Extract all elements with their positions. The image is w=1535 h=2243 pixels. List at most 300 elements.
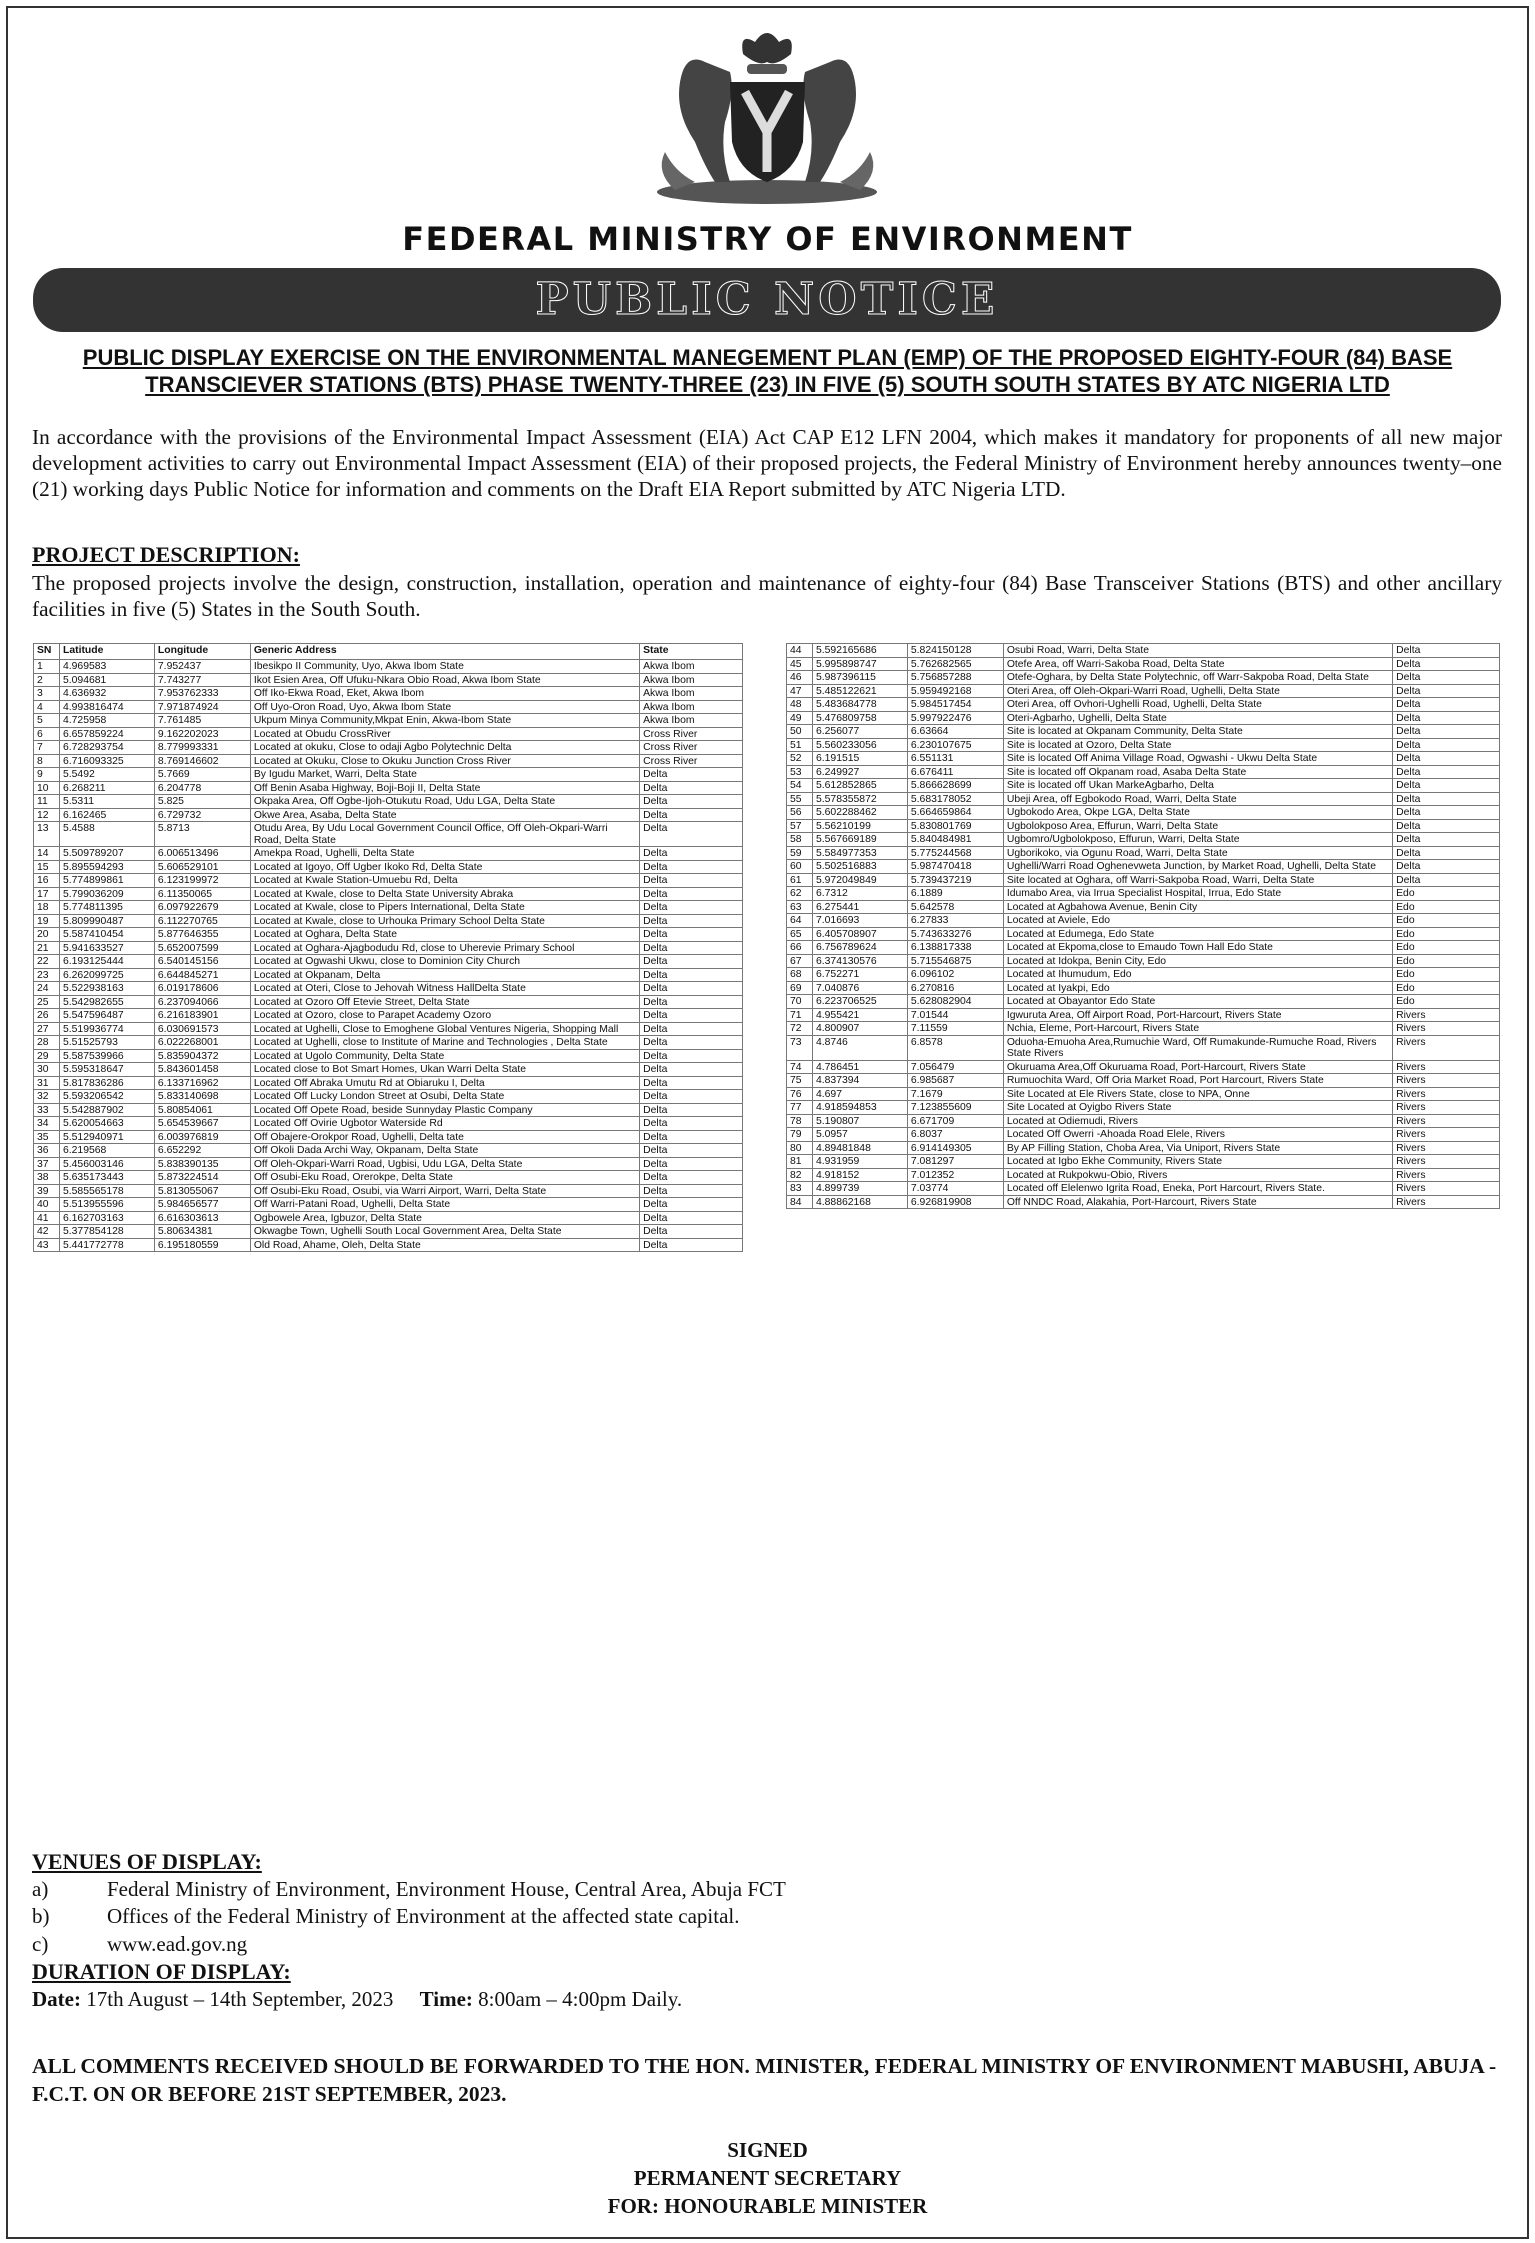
state-cell: Akwa Ibom xyxy=(640,687,743,701)
table-row xyxy=(34,822,743,847)
sn-cell: 9 xyxy=(34,768,60,782)
longitude-cell: 5.866628699 xyxy=(907,779,1003,793)
latitude-cell: 4.725958 xyxy=(59,714,154,728)
state-cell: Delta xyxy=(640,1009,743,1023)
address-cell: Located at Ihumudum, Edo xyxy=(1003,968,1392,982)
address-cell: Located at Kwale Station-Umuebu Rd, Delta xyxy=(250,874,639,888)
latitude-cell: 4.88862168 xyxy=(812,1195,907,1209)
venue-text: Offices of the Federal Ministry of Environment at the affected state capital. xyxy=(107,1904,740,1928)
longitude-cell: 5.715546875 xyxy=(907,954,1003,968)
sn-cell: 40 xyxy=(34,1198,60,1212)
sn-cell: 3 xyxy=(34,687,60,701)
state-cell: Delta xyxy=(640,1225,743,1239)
venues-section xyxy=(32,1848,786,2013)
table-row xyxy=(34,727,743,741)
longitude-cell: 6.204778 xyxy=(154,781,250,795)
latitude-cell: 5.774899861 xyxy=(59,874,154,888)
latitude-cell: 5.995898747 xyxy=(812,657,907,671)
latitude-cell: 6.716093325 xyxy=(59,754,154,768)
latitude-cell: 6.752271 xyxy=(812,968,907,982)
longitude-cell: 5.833140698 xyxy=(154,1090,250,1104)
table-row xyxy=(34,982,743,996)
address-cell: Idumabo Area, via Irrua Specialist Hospital, Irrua, Edo State xyxy=(1003,887,1392,901)
state-cell: Delta xyxy=(640,901,743,915)
sn-cell: 66 xyxy=(787,941,813,955)
sn-cell: 47 xyxy=(787,684,813,698)
longitude-cell: 5.984656577 xyxy=(154,1198,250,1212)
table-row xyxy=(34,1144,743,1158)
longitude-cell: 7.012352 xyxy=(907,1168,1003,1182)
address-cell: Located at Agbahowa Avenue, Benin City xyxy=(1003,900,1392,914)
state-cell: Delta xyxy=(1393,860,1500,874)
table-row xyxy=(34,955,743,969)
bts-table-left xyxy=(33,643,743,1252)
venue-item xyxy=(32,1876,786,1904)
bts-table-left-body xyxy=(34,660,743,1252)
table-row xyxy=(787,698,1500,712)
table-row xyxy=(34,660,743,674)
latitude-cell: 5.512940971 xyxy=(59,1130,154,1144)
state-cell: Delta xyxy=(1393,873,1500,887)
latitude-cell: 5.377854128 xyxy=(59,1225,154,1239)
table-row xyxy=(34,901,743,915)
sn-cell: 46 xyxy=(787,671,813,685)
sn-cell: 57 xyxy=(787,819,813,833)
table-row xyxy=(787,995,1500,1009)
address-cell: Located at Igoyo, Off Ugber Ikoko Rd, Delta State xyxy=(250,860,639,874)
address-cell: Located at Iyakpi, Edo xyxy=(1003,981,1392,995)
longitude-cell: 5.628082904 xyxy=(907,995,1003,1009)
table-header-row xyxy=(34,644,743,660)
state-cell: Akwa Ibom xyxy=(640,660,743,674)
address-cell: Located at Idokpa, Benin City, Edo xyxy=(1003,954,1392,968)
latitude-cell: 6.162465 xyxy=(59,808,154,822)
state-cell: Rivers xyxy=(1393,1128,1500,1142)
sn-cell: 37 xyxy=(34,1157,60,1171)
date-label: Date: xyxy=(32,1986,81,2011)
state-cell: Delta xyxy=(640,928,743,942)
longitude-cell: 5.80634381 xyxy=(154,1225,250,1239)
address-cell: Located at Oteri, Close to Jehovah Witness HallDelta State xyxy=(250,982,639,996)
table-row xyxy=(34,1198,743,1212)
table-row xyxy=(34,1049,743,1063)
latitude-cell: 6.249927 xyxy=(812,765,907,779)
latitude-cell: 5.809990487 xyxy=(59,914,154,928)
latitude-cell: 4.918594853 xyxy=(812,1101,907,1115)
state-cell: Delta xyxy=(1393,752,1500,766)
sn-cell: 31 xyxy=(34,1076,60,1090)
table-row xyxy=(34,1238,743,1252)
table-row xyxy=(787,1074,1500,1088)
address-cell: Located Off Abraka Umutu Rd at Obiaruku I, Delta xyxy=(250,1076,639,1090)
address-cell: Oteri Area, off Ovhori-Ughelli Road, Ughelli, Delta State xyxy=(1003,698,1392,712)
longitude-cell: 6.195180559 xyxy=(154,1238,250,1252)
sn-cell: 7 xyxy=(34,741,60,755)
bts-table-right-body xyxy=(787,644,1500,1209)
state-cell: Rivers xyxy=(1393,1141,1500,1155)
state-cell: Delta xyxy=(640,1211,743,1225)
sn-cell: 60 xyxy=(787,860,813,874)
latitude-cell: 4.837394 xyxy=(812,1074,907,1088)
table-row xyxy=(787,725,1500,739)
longitude-cell: 6.644845271 xyxy=(154,968,250,982)
address-cell: Located at Edumega, Edo State xyxy=(1003,927,1392,941)
longitude-cell: 6.123199972 xyxy=(154,874,250,888)
longitude-cell: 5.997922476 xyxy=(907,711,1003,725)
address-cell: Located at Oghara-Ajagbodudu Rd, close to Uherevie Primary School xyxy=(250,941,639,955)
table-row xyxy=(34,1036,743,1050)
project-description-heading: PROJECT DESCRIPTION: xyxy=(32,542,300,567)
sn-cell: 78 xyxy=(787,1114,813,1128)
address-cell: Located at okuku, Close to odaji Agbo Polytechnic Delta xyxy=(250,741,639,755)
longitude-cell: 5.756857288 xyxy=(907,671,1003,685)
longitude-cell: 7.952437 xyxy=(154,660,250,674)
longitude-cell: 8.779993331 xyxy=(154,741,250,755)
state-cell: Edo xyxy=(1393,941,1500,955)
address-cell: Ukpum Minya Community,Mkpat Enin, Akwa-Ibom State xyxy=(250,714,639,728)
longitude-cell: 5.959492168 xyxy=(907,684,1003,698)
sn-cell: 56 xyxy=(787,806,813,820)
sn-cell: 2 xyxy=(34,673,60,687)
state-cell: Delta xyxy=(640,1022,743,1036)
address-cell: Okwe Area, Asaba, Delta State xyxy=(250,808,639,822)
state-cell: Edo xyxy=(1393,927,1500,941)
sn-cell: 43 xyxy=(34,1238,60,1252)
table-row xyxy=(34,754,743,768)
longitude-cell: 5.873224514 xyxy=(154,1171,250,1185)
longitude-cell: 5.824150128 xyxy=(907,644,1003,658)
address-cell: Located at Rukpokwu-Obio, Rivers xyxy=(1003,1168,1392,1182)
latitude-cell: 4.800907 xyxy=(812,1022,907,1036)
state-cell: Delta xyxy=(1393,684,1500,698)
latitude-cell: 4.89481848 xyxy=(812,1141,907,1155)
latitude-cell: 5.542982655 xyxy=(59,995,154,1009)
longitude-cell: 6.729732 xyxy=(154,808,250,822)
latitude-cell: 5.483684778 xyxy=(812,698,907,712)
longitude-cell: 7.123855609 xyxy=(907,1101,1003,1115)
sn-cell: 58 xyxy=(787,833,813,847)
address-cell: Site is located off Ukan MarkeAgbarho, Delta xyxy=(1003,779,1392,793)
state-cell: Edo xyxy=(1393,981,1500,995)
address-cell: Otudu Area, By Udu Local Government Council Office, Off Oleh-Okpari-Warri Road, Delta State xyxy=(250,822,639,847)
state-cell: Delta xyxy=(640,1117,743,1131)
address-cell: By AP Filling Station, Choba Area, Via Uniport, Rivers State xyxy=(1003,1141,1392,1155)
state-cell: Delta xyxy=(640,887,743,901)
longitude-cell: 5.835904372 xyxy=(154,1049,250,1063)
longitude-cell: 6.616303613 xyxy=(154,1211,250,1225)
latitude-cell: 5.592165686 xyxy=(812,644,907,658)
latitude-cell: 5.585565178 xyxy=(59,1184,154,1198)
sn-cell: 64 xyxy=(787,914,813,928)
longitude-cell: 6.652292 xyxy=(154,1144,250,1158)
table-row xyxy=(787,1155,1500,1169)
longitude-cell: 6.914149305 xyxy=(907,1141,1003,1155)
table-row xyxy=(34,941,743,955)
sn-cell: 84 xyxy=(787,1195,813,1209)
longitude-cell: 5.843601458 xyxy=(154,1063,250,1077)
table-row xyxy=(787,1182,1500,1196)
table-row xyxy=(34,1211,743,1225)
latitude-cell: 5.895594293 xyxy=(59,860,154,874)
address-cell: Off Oleh-Okpari-Warri Road, Ugbisi, Udu LGA, Delta State xyxy=(250,1157,639,1171)
latitude-cell: 5.595318647 xyxy=(59,1063,154,1077)
address-cell: Oduoha-Emuoha Area,Rumuchie Ward, Off Rumakunde-Rumuche Road, Rivers State Rivers xyxy=(1003,1035,1392,1060)
longitude-cell: 6.112270765 xyxy=(154,914,250,928)
sn-cell: 29 xyxy=(34,1049,60,1063)
table-row xyxy=(34,847,743,861)
state-cell: Delta xyxy=(1393,846,1500,860)
state-cell: Rivers xyxy=(1393,1182,1500,1196)
latitude-cell: 5.560233056 xyxy=(812,738,907,752)
sn-cell: 28 xyxy=(34,1036,60,1050)
longitude-cell: 6.8037 xyxy=(907,1128,1003,1142)
table-row xyxy=(787,887,1500,901)
table-row xyxy=(787,1114,1500,1128)
latitude-cell: 5.593206542 xyxy=(59,1090,154,1104)
address-cell: Located at Okuku, Close to Okuku Junction Cross River xyxy=(250,754,639,768)
sn-cell: 22 xyxy=(34,955,60,969)
signature-block xyxy=(0,2136,1535,2220)
state-cell: Delta xyxy=(640,1157,743,1171)
table-row xyxy=(787,819,1500,833)
longitude-cell: 6.237094066 xyxy=(154,995,250,1009)
longitude-cell: 5.743633276 xyxy=(907,927,1003,941)
address-cell: Located at Ughelli, close to Institute of Marine and Technologies , Delta State xyxy=(250,1036,639,1050)
table-row xyxy=(787,1035,1500,1060)
address-cell: Located at Kwale, close to Urhouka Primary School Delta State xyxy=(250,914,639,928)
table-row xyxy=(34,808,743,822)
address-cell: Amekpa Road, Ughelli, Delta State xyxy=(250,847,639,861)
latitude-cell: 6.191515 xyxy=(812,752,907,766)
table-row xyxy=(34,700,743,714)
banner-title: PUBLIC NOTICE xyxy=(535,274,999,325)
sn-cell: 27 xyxy=(34,1022,60,1036)
longitude-cell: 7.743277 xyxy=(154,673,250,687)
latitude-cell: 5.522938163 xyxy=(59,982,154,996)
address-cell: Oteri-Agbarho, Ughelli, Delta State xyxy=(1003,711,1392,725)
sn-cell: 71 xyxy=(787,1008,813,1022)
latitude-cell: 6.219568 xyxy=(59,1144,154,1158)
latitude-cell: 5.094681 xyxy=(59,673,154,687)
address-cell: Located at Aviele, Edo xyxy=(1003,914,1392,928)
table-row xyxy=(34,914,743,928)
longitude-cell: 6.671709 xyxy=(907,1114,1003,1128)
latitude-cell: 5.635173443 xyxy=(59,1171,154,1185)
state-cell: Delta xyxy=(1393,779,1500,793)
state-cell: Delta xyxy=(1393,657,1500,671)
table-row xyxy=(787,954,1500,968)
state-cell: Delta xyxy=(640,795,743,809)
sn-cell: 33 xyxy=(34,1103,60,1117)
sn-cell: 18 xyxy=(34,901,60,915)
sn-cell: 14 xyxy=(34,847,60,861)
longitude-cell: 5.683178052 xyxy=(907,792,1003,806)
time-label: Time: xyxy=(419,1986,473,2011)
longitude-cell: 7.11559 xyxy=(907,1022,1003,1036)
latitude-cell: 5.456003146 xyxy=(59,1157,154,1171)
sn-cell: 48 xyxy=(787,698,813,712)
latitude-cell: 5.567669189 xyxy=(812,833,907,847)
address-cell: Ugbomro/Ugbolokposo, Effurun, Warri, Delta State xyxy=(1003,833,1392,847)
table-row xyxy=(787,927,1500,941)
longitude-cell: 6.551131 xyxy=(907,752,1003,766)
table-row xyxy=(787,1168,1500,1182)
sn-cell: 6 xyxy=(34,727,60,741)
latitude-cell: 4.899739 xyxy=(812,1182,907,1196)
address-cell: Site Located at Ele Rivers State, close to NPA, Onne xyxy=(1003,1087,1392,1101)
sn-cell: 44 xyxy=(787,644,813,658)
address-cell: Located at Oghara, Delta State xyxy=(250,928,639,942)
state-cell: Edo xyxy=(1393,968,1500,982)
subject-line-1: PUBLIC DISPLAY EXERCISE ON THE ENVIRONMENTAL MANEGEMENT PLAN (EMP) OF THE PROPOSED EIGHTY-FOUR (84) BASE xyxy=(82,345,1453,370)
address-cell: Located at Okpanam, Delta xyxy=(250,968,639,982)
table-row xyxy=(34,1063,743,1077)
longitude-cell: 8.769146602 xyxy=(154,754,250,768)
state-cell: Rivers xyxy=(1393,1101,1500,1115)
latitude-cell: 5.502516883 xyxy=(812,860,907,874)
sn-cell: 74 xyxy=(787,1060,813,1074)
sn-cell: 11 xyxy=(34,795,60,809)
address-cell: Ogbowele Area, Igbuzor, Delta State xyxy=(250,1211,639,1225)
address-cell: Okuruama Area,Off Okuruama Road, Port-Harcourt, Rivers State xyxy=(1003,1060,1392,1074)
longitude-cell: 7.953762333 xyxy=(154,687,250,701)
address-cell: Old Road, Ahame, Oleh, Delta State xyxy=(250,1238,639,1252)
table-row xyxy=(787,1022,1500,1036)
latitude-cell: 6.193125444 xyxy=(59,955,154,969)
table-row xyxy=(787,941,1500,955)
state-cell: Edo xyxy=(1393,995,1500,1009)
latitude-cell: 5.5492 xyxy=(59,768,154,782)
signatory-for: FOR: HONOURABLE MINISTER xyxy=(607,2194,928,2218)
longitude-cell: 6.1889 xyxy=(907,887,1003,901)
state-cell: Delta xyxy=(1393,671,1500,685)
longitude-cell: 6.006513496 xyxy=(154,847,250,861)
latitude-cell: 5.612852865 xyxy=(812,779,907,793)
longitude-cell: 6.926819908 xyxy=(907,1195,1003,1209)
longitude-cell: 6.270816 xyxy=(907,981,1003,995)
address-cell: Located at Odiemudi, Rivers xyxy=(1003,1114,1392,1128)
table-row xyxy=(787,806,1500,820)
longitude-cell: 6.003976819 xyxy=(154,1130,250,1144)
state-cell: Cross River xyxy=(640,754,743,768)
table-row xyxy=(34,781,743,795)
sn-cell: 59 xyxy=(787,846,813,860)
state-cell: Edo xyxy=(1393,954,1500,968)
address-cell: Ughelli/Warri Road Oghenevweta Junction, by Market Road, Ughelli, Delta State xyxy=(1003,860,1392,874)
longitude-cell: 5.825 xyxy=(154,795,250,809)
sn-cell: 63 xyxy=(787,900,813,914)
coat-of-arms-icon xyxy=(635,22,900,210)
sn-cell: 19 xyxy=(34,914,60,928)
table-row xyxy=(787,860,1500,874)
table-row xyxy=(34,928,743,942)
table-row xyxy=(34,1103,743,1117)
sn-cell: 39 xyxy=(34,1184,60,1198)
state-cell: Delta xyxy=(1393,738,1500,752)
header-sn: SN xyxy=(34,644,60,660)
table-row xyxy=(787,644,1500,658)
address-cell: Off Uyo-Oron Road, Uyo, Akwa Ibom State xyxy=(250,700,639,714)
table-row xyxy=(34,1022,743,1036)
signed-label: SIGNED xyxy=(727,2138,808,2162)
longitude-cell: 7.01544 xyxy=(907,1008,1003,1022)
address-cell: Rumuochita Ward, Off Oria Market Road, Port Harcourt, Rivers State xyxy=(1003,1074,1392,1088)
sn-cell: 82 xyxy=(787,1168,813,1182)
longitude-cell: 5.642578 xyxy=(907,900,1003,914)
latitude-cell: 4.931959 xyxy=(812,1155,907,1169)
sn-cell: 16 xyxy=(34,874,60,888)
venue-item xyxy=(32,1931,786,1959)
signatory-title: PERMANENT SECRETARY xyxy=(633,2166,902,2190)
table-row xyxy=(787,779,1500,793)
state-cell: Rivers xyxy=(1393,1008,1500,1022)
state-cell: Rivers xyxy=(1393,1114,1500,1128)
longitude-cell: 5.606529101 xyxy=(154,860,250,874)
state-cell: Delta xyxy=(1393,792,1500,806)
bts-table-right xyxy=(786,643,1500,1209)
sn-cell: 67 xyxy=(787,954,813,968)
latitude-cell: 5.56210199 xyxy=(812,819,907,833)
state-cell: Delta xyxy=(640,982,743,996)
state-cell: Akwa Ibom xyxy=(640,673,743,687)
latitude-cell: 5.547596487 xyxy=(59,1009,154,1023)
sn-cell: 35 xyxy=(34,1130,60,1144)
sn-cell: 38 xyxy=(34,1171,60,1185)
longitude-cell: 5.762682565 xyxy=(907,657,1003,671)
state-cell: Delta xyxy=(1393,698,1500,712)
longitude-cell: 7.081297 xyxy=(907,1155,1003,1169)
address-cell: Igwuruta Area, Off Airport Road, Port-Harcourt, Rivers State xyxy=(1003,1008,1392,1022)
latitude-cell: 5.941633527 xyxy=(59,941,154,955)
longitude-cell: 5.840484981 xyxy=(907,833,1003,847)
longitude-cell: 5.838390135 xyxy=(154,1157,250,1171)
state-cell: Delta xyxy=(1393,765,1500,779)
latitude-cell: 5.587539966 xyxy=(59,1049,154,1063)
latitude-cell: 6.756789624 xyxy=(812,941,907,955)
time-value: 8:00am – 4:00pm Daily. xyxy=(478,1986,683,2011)
longitude-cell: 6.63664 xyxy=(907,725,1003,739)
longitude-cell: 5.7669 xyxy=(154,768,250,782)
longitude-cell: 7.03774 xyxy=(907,1182,1003,1196)
address-cell: Off Osubi-Eku Road, Osubi, via Warri Airport, Warri, Delta State xyxy=(250,1184,639,1198)
table-row xyxy=(787,846,1500,860)
latitude-cell: 7.040876 xyxy=(812,981,907,995)
table-row xyxy=(787,684,1500,698)
sn-cell: 50 xyxy=(787,725,813,739)
address-cell: Off Okoli Dada Archi Way, Okpanam, Delta State xyxy=(250,1144,639,1158)
table-row xyxy=(34,1009,743,1023)
table-row xyxy=(787,1008,1500,1022)
state-cell: Delta xyxy=(640,874,743,888)
latitude-cell: 5.513955596 xyxy=(59,1198,154,1212)
latitude-cell: 4.993816474 xyxy=(59,700,154,714)
sn-cell: 23 xyxy=(34,968,60,982)
table-row xyxy=(34,714,743,728)
state-cell: Delta xyxy=(640,941,743,955)
sn-cell: 81 xyxy=(787,1155,813,1169)
sn-cell: 73 xyxy=(787,1035,813,1060)
state-cell: Cross River xyxy=(640,741,743,755)
sn-cell: 13 xyxy=(34,822,60,847)
address-cell: Otefe Area, off Warri-Sakoba Road, Delta State xyxy=(1003,657,1392,671)
longitude-cell: 5.830801769 xyxy=(907,819,1003,833)
table-row xyxy=(34,1225,743,1239)
table-row xyxy=(787,1101,1500,1115)
state-cell: Rivers xyxy=(1393,1035,1500,1060)
longitude-cell: 7.971874924 xyxy=(154,700,250,714)
latitude-cell: 5.519936774 xyxy=(59,1022,154,1036)
state-cell: Akwa Ibom xyxy=(640,714,743,728)
